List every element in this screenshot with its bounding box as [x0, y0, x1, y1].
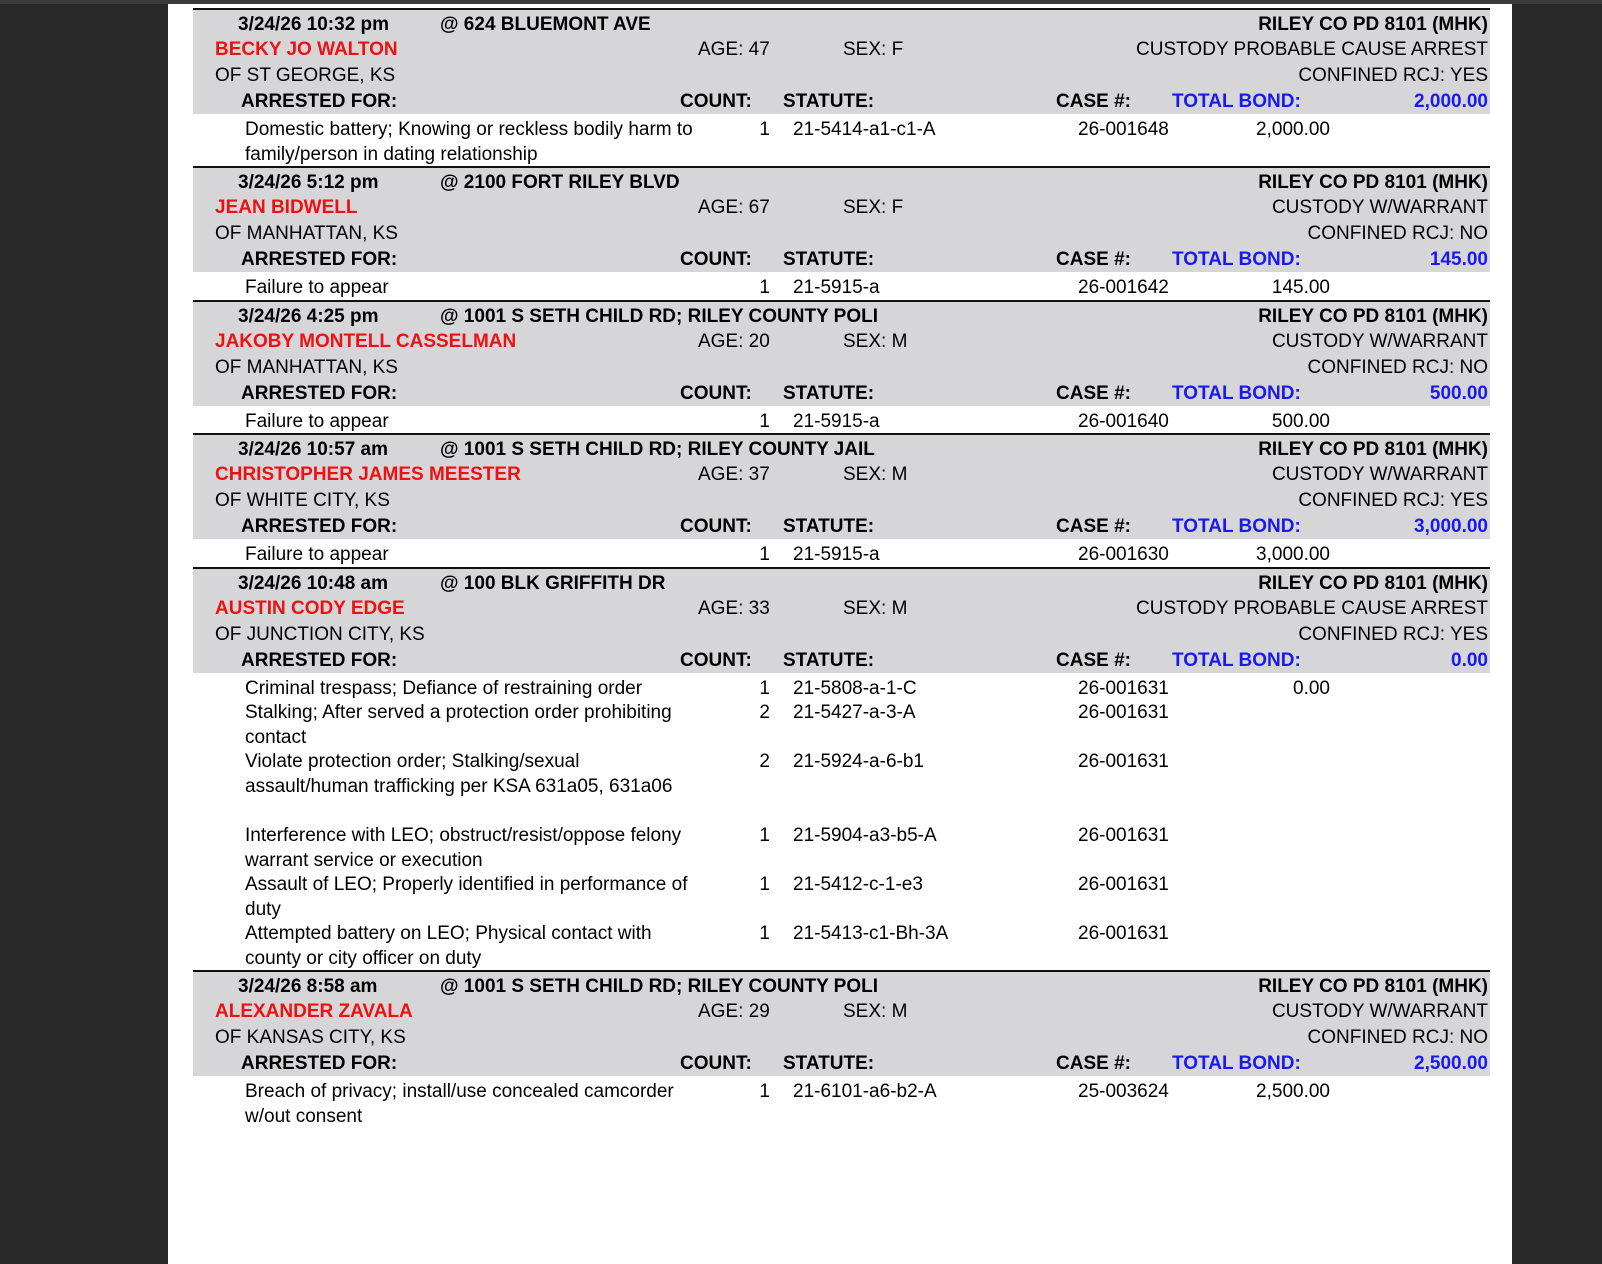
- case-label: CASE #:: [1056, 1052, 1131, 1074]
- agency: RILEY CO PD 8101 (MHK): [1258, 439, 1488, 460]
- record-header: [193, 435, 1490, 539]
- charge-count: 1: [759, 677, 770, 699]
- arrest-records: [193, 8, 1490, 1128]
- arrest-record: [193, 8, 1490, 166]
- charge-description: Breach of privacy; install/use concealed camcorder w/out consent: [245, 1080, 674, 1127]
- charge-description: Interference with LEO; obstruct/resist/oppose felony warrant service or execution: [245, 824, 682, 871]
- arrestee-sex: SEX: M: [843, 1000, 908, 1022]
- charges-list: [193, 539, 1490, 567]
- arrest-datetime: 3/24/26 10:32 pm: [238, 14, 390, 35]
- arrested-for-label: ARRESTED FOR:: [241, 649, 398, 671]
- statute-label: STATUTE:: [783, 382, 875, 404]
- total-bond-label: TOTAL BOND:: [1172, 1052, 1301, 1074]
- charge-statute: 21-5414-a1-c1-A: [793, 119, 936, 140]
- charge-bond: 145.00: [1271, 277, 1330, 298]
- total-bond-value: 145.00: [1429, 249, 1488, 270]
- charge-row: [193, 746, 1490, 820]
- record-header: [193, 302, 1490, 406]
- charge-row: [193, 697, 1490, 746]
- arrestee-name: CHRISTOPHER JAMES MEESTER: [215, 464, 521, 485]
- arrest-location: @ 100 BLK GRIFFITH DR: [440, 572, 666, 594]
- charge-bond: 3,000.00: [1256, 544, 1330, 565]
- arrestee-age: AGE: 20: [698, 330, 770, 352]
- count-label: COUNT:: [680, 516, 752, 537]
- charges-list: [193, 406, 1490, 434]
- arrest-datetime: 3/24/26 10:57 am: [238, 439, 389, 460]
- record-header: [193, 168, 1490, 272]
- total-bond-label: TOTAL BOND:: [1172, 382, 1301, 404]
- record-header: [193, 569, 1490, 673]
- confined-status: CONFINED RCJ: NO: [1307, 356, 1488, 378]
- custody-type: CUSTODY PROBABLE CAUSE ARREST: [1136, 39, 1488, 60]
- charge-count: 1: [759, 410, 770, 432]
- charge-statute: 21-5808-a-1-C: [793, 677, 917, 699]
- charge-case-number: 26-001631: [1078, 922, 1169, 944]
- count-label: COUNT:: [680, 91, 752, 112]
- charge-statute: 21-5915-a: [793, 277, 880, 298]
- arrestee-residence: OF MANHATTAN, KS: [215, 223, 398, 244]
- custody-type: CUSTODY W/WARRANT: [1271, 330, 1488, 352]
- arrest-record: [193, 166, 1490, 300]
- charge-count: 1: [759, 824, 770, 846]
- charges-list: [193, 1076, 1490, 1128]
- charge-case-number: 26-001631: [1078, 677, 1169, 699]
- arrested-for-label: ARRESTED FOR:: [241, 382, 398, 404]
- custody-type: CUSTODY PROBABLE CAUSE ARREST: [1136, 597, 1488, 619]
- charge-row: [193, 114, 1490, 166]
- arrestee-sex: SEX: F: [843, 197, 904, 218]
- charge-count: 2: [759, 702, 770, 723]
- count-label: COUNT:: [680, 649, 752, 671]
- charge-description: Stalking; After served a protection order prohibiting contact: [245, 702, 672, 748]
- confined-status: CONFINED RCJ: YES: [1298, 65, 1488, 86]
- charge-row: [193, 869, 1490, 918]
- total-bond-label: TOTAL BOND:: [1172, 249, 1301, 270]
- charge-row: [193, 820, 1490, 869]
- arrest-datetime: 3/24/26 4:25 pm: [238, 305, 379, 327]
- confined-status: CONFINED RCJ: NO: [1307, 1026, 1488, 1048]
- record-header: [193, 972, 1490, 1076]
- charge-count: 1: [759, 544, 770, 565]
- arrest-datetime: 3/24/26 8:58 am: [238, 975, 378, 997]
- case-label: CASE #:: [1056, 249, 1131, 270]
- charge-case-number: 26-001631: [1078, 751, 1169, 772]
- charge-count: 1: [759, 873, 770, 895]
- statute-label: STATUTE:: [783, 91, 875, 112]
- charge-count: 1: [759, 119, 770, 140]
- count-label: COUNT:: [680, 249, 752, 270]
- record-header: [193, 10, 1490, 114]
- arrestee-age: AGE: 67: [698, 197, 770, 218]
- charges-list: [193, 272, 1490, 300]
- case-label: CASE #:: [1056, 649, 1131, 671]
- statute-label: STATUTE:: [783, 1052, 875, 1074]
- arrested-for-label: ARRESTED FOR:: [241, 91, 398, 112]
- arrest-record: [193, 433, 1490, 567]
- charge-description: Failure to appear: [245, 410, 389, 432]
- arrestee-age: AGE: 33: [698, 597, 770, 619]
- statute-label: STATUTE:: [783, 249, 875, 270]
- total-bond-label: TOTAL BOND:: [1172, 649, 1301, 671]
- arrest-location: @ 1001 S SETH CHILD RD; RILEY COUNTY POLI: [440, 305, 879, 327]
- statute-label: STATUTE:: [783, 516, 875, 537]
- arrest-record: [193, 300, 1490, 434]
- arrestee-age: AGE: 29: [698, 1000, 770, 1022]
- charge-row: [193, 272, 1490, 300]
- charge-description: Violate protection order; Stalking/sexual assault/human trafficking per KSA 631a05, 631a06: [245, 751, 673, 797]
- custody-type: CUSTODY W/WARRANT: [1271, 464, 1488, 485]
- charge-row: [193, 673, 1490, 698]
- charge-description: Failure to appear: [245, 544, 389, 565]
- arrestee-name: JAKOBY MONTELL CASSELMAN: [215, 330, 517, 352]
- arrestee-sex: SEX: M: [843, 330, 908, 352]
- charge-statute: 21-5904-a3-b5-A: [793, 824, 937, 846]
- pdf-page: [168, 4, 1512, 1264]
- charges-list: [193, 114, 1490, 166]
- arrest-location: @ 1001 S SETH CHILD RD; RILEY COUNTY JAIL: [440, 439, 875, 460]
- charge-description: Assault of LEO; Properly identified in performance of duty: [245, 873, 688, 920]
- arrestee-name: AUSTIN CODY EDGE: [215, 597, 405, 619]
- arrest-datetime: 3/24/26 5:12 pm: [238, 172, 379, 193]
- arrestee-residence: OF ST GEORGE, KS: [215, 65, 396, 86]
- arrest-location: @ 2100 FORT RILEY BLVD: [440, 172, 680, 193]
- count-label: COUNT:: [680, 1052, 752, 1074]
- total-bond-value: 500.00: [1429, 382, 1488, 404]
- charge-bond: 0.00: [1293, 677, 1330, 699]
- confined-status: CONFINED RCJ: YES: [1298, 490, 1488, 511]
- arrestee-residence: OF JUNCTION CITY, KS: [215, 623, 425, 645]
- charge-bond: 500.00: [1271, 410, 1330, 432]
- charge-statute: 21-5915-a: [793, 410, 880, 432]
- total-bond-label: TOTAL BOND:: [1172, 516, 1301, 537]
- arrest-location: @ 1001 S SETH CHILD RD; RILEY COUNTY POLI: [440, 975, 879, 997]
- arrest-location: @ 624 BLUEMONT AVE: [440, 14, 651, 35]
- charges-list: [193, 673, 1490, 970]
- agency: RILEY CO PD 8101 (MHK): [1258, 572, 1488, 594]
- agency: RILEY CO PD 8101 (MHK): [1258, 172, 1488, 193]
- arrested-for-label: ARRESTED FOR:: [241, 1052, 398, 1074]
- statute-label: STATUTE:: [783, 649, 875, 671]
- charge-statute: 21-5924-a-6-b1: [793, 751, 924, 772]
- arrestee-name: JEAN BIDWELL: [215, 197, 358, 218]
- charge-count: 1: [759, 922, 770, 944]
- agency: RILEY CO PD 8101 (MHK): [1258, 14, 1488, 35]
- total-bond-label: TOTAL BOND:: [1172, 91, 1301, 112]
- arrestee-sex: SEX: F: [843, 39, 904, 60]
- case-label: CASE #:: [1056, 382, 1131, 404]
- charge-row: [193, 406, 1490, 434]
- charge-statute: 21-5915-a: [793, 544, 880, 565]
- charge-bond: 2,000.00: [1256, 119, 1330, 140]
- total-bond-value: 2,000.00: [1414, 91, 1488, 112]
- charge-statute: 21-6101-a6-b2-A: [793, 1080, 937, 1102]
- charge-count: 1: [759, 277, 770, 298]
- total-bond-value: 2,500.00: [1414, 1052, 1488, 1074]
- confined-status: CONFINED RCJ: NO: [1307, 223, 1488, 244]
- charge-bond: 2,500.00: [1256, 1080, 1330, 1102]
- charge-description: Domestic battery; Knowing or reckless bodily harm to family/person in dating relationship: [245, 119, 693, 165]
- charge-statute: 21-5412-c-1-e3: [793, 873, 923, 895]
- charge-row: [193, 918, 1490, 970]
- total-bond-value: 0.00: [1451, 649, 1488, 671]
- charge-description: Attempted battery on LEO; Physical contact with county or city officer on duty: [245, 922, 652, 969]
- charge-case-number: 26-001648: [1078, 119, 1169, 140]
- arrestee-age: AGE: 37: [698, 464, 770, 485]
- case-label: CASE #:: [1056, 91, 1131, 112]
- charge-statute: 21-5427-a-3-A: [793, 702, 916, 723]
- charge-statute: 21-5413-c1-Bh-3A: [793, 922, 949, 944]
- charge-case-number: 26-001642: [1078, 277, 1169, 298]
- charge-case-number: 25-003624: [1078, 1080, 1169, 1102]
- charge-case-number: 26-001630: [1078, 544, 1169, 565]
- arrested-for-label: ARRESTED FOR:: [241, 516, 398, 537]
- arrestee-residence: OF WHITE CITY, KS: [215, 490, 390, 511]
- arrestee-residence: OF KANSAS CITY, KS: [215, 1026, 406, 1048]
- arrested-for-label: ARRESTED FOR:: [241, 249, 398, 270]
- arrestee-age: AGE: 47: [698, 39, 770, 60]
- agency: RILEY CO PD 8101 (MHK): [1258, 305, 1488, 327]
- charge-description: Failure to appear: [245, 277, 389, 298]
- count-label: COUNT:: [680, 382, 752, 404]
- charge-row: [193, 539, 1490, 567]
- charge-case-number: 26-001640: [1078, 410, 1169, 432]
- arrestee-sex: SEX: M: [843, 597, 908, 619]
- custody-type: CUSTODY W/WARRANT: [1271, 1000, 1488, 1022]
- charge-count: 2: [759, 751, 770, 772]
- arrestee-name: ALEXANDER ZAVALA: [215, 1000, 413, 1022]
- charge-case-number: 26-001631: [1078, 702, 1169, 723]
- charge-case-number: 26-001631: [1078, 873, 1169, 895]
- charge-case-number: 26-001631: [1078, 824, 1169, 846]
- charge-description: Criminal trespass; Defiance of restraining order: [245, 677, 643, 699]
- confined-status: CONFINED RCJ: YES: [1298, 623, 1488, 645]
- custody-type: CUSTODY W/WARRANT: [1271, 197, 1488, 218]
- agency: RILEY CO PD 8101 (MHK): [1258, 975, 1488, 997]
- charge-count: 1: [759, 1080, 770, 1102]
- arrest-record: [193, 970, 1490, 1128]
- arrest-datetime: 3/24/26 10:48 am: [238, 572, 389, 594]
- arrestee-sex: SEX: M: [843, 464, 908, 485]
- arrestee-name: BECKY JO WALTON: [215, 39, 398, 60]
- arrestee-residence: OF MANHATTAN, KS: [215, 356, 398, 378]
- charge-row: [193, 1076, 1490, 1128]
- total-bond-value: 3,000.00: [1414, 516, 1488, 537]
- arrest-record: [193, 567, 1490, 970]
- case-label: CASE #:: [1056, 516, 1131, 537]
